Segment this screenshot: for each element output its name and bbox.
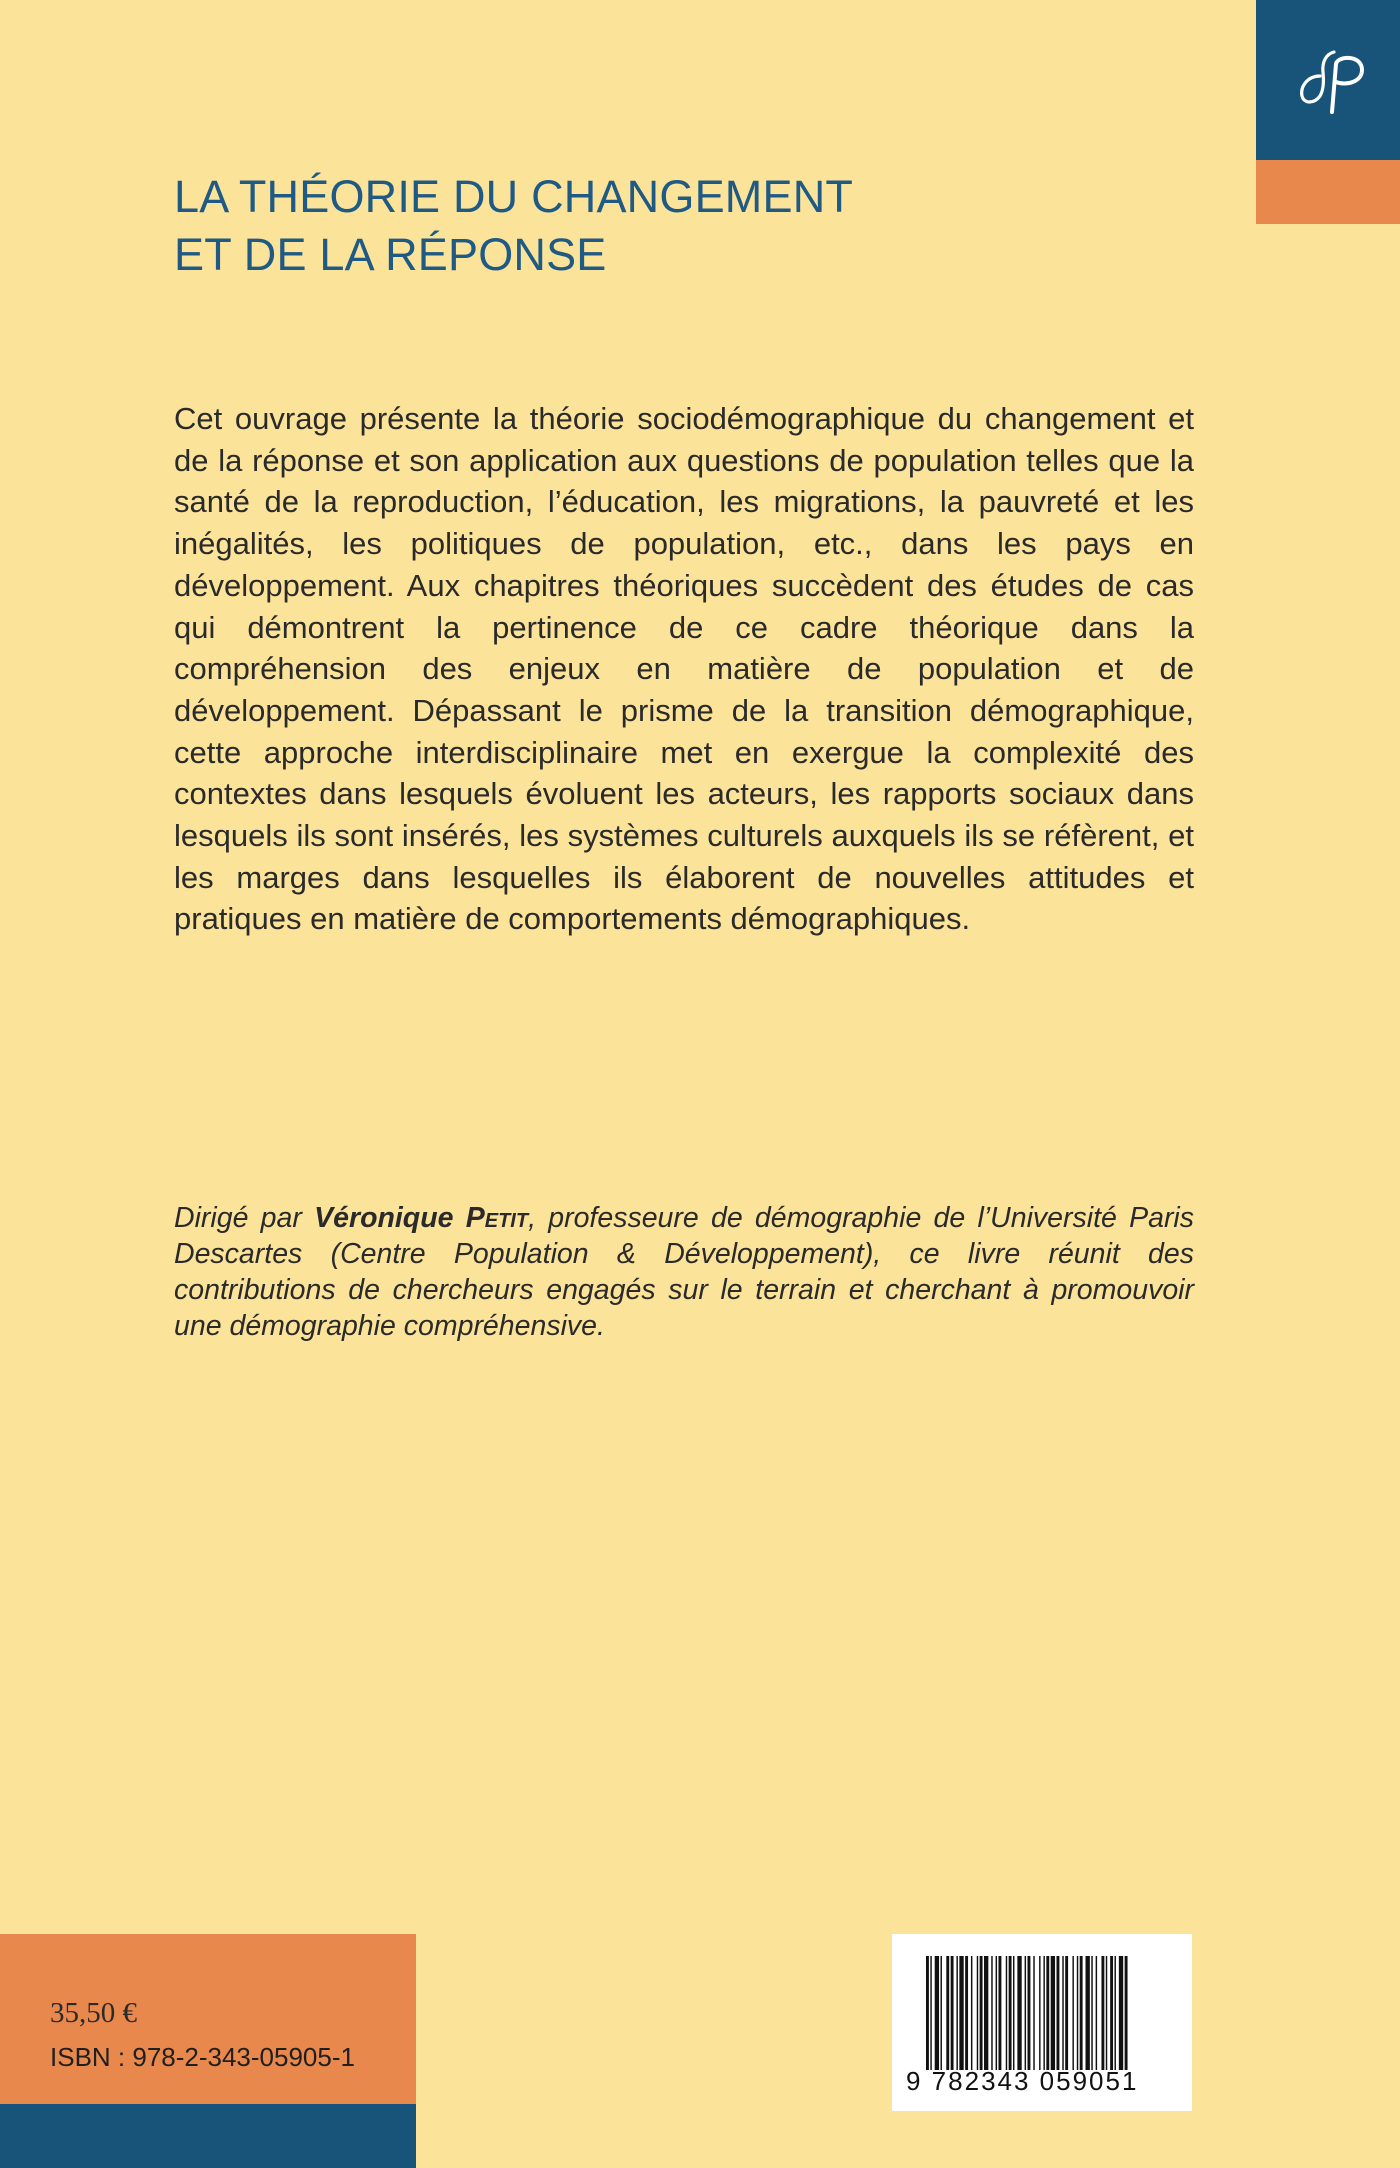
barcode-bar — [977, 1956, 978, 2070]
barcode-bar — [941, 1956, 942, 2070]
barcode-bars-icon — [926, 1956, 1170, 2070]
barcode-bar — [926, 1956, 929, 2070]
barcode-bar — [930, 1956, 931, 2070]
barcode-bar — [946, 1956, 949, 2070]
barcode-bar — [1051, 1956, 1055, 2070]
book-description: Cet ouvrage présente la théorie sociodémographique du changement et de la réponse et son application aux questions de population telles que la santé de la reproduction, l’éducation, les migrations, la pauvreté et les inégalités, les politiques de population, etc., dans les pays en développement. Aux chapitres théoriques succèdent des études de cas qui démontrent la pertinence de ce cadre théorique dans la compréhension des enjeux en matière de population et de développement. Dépassant le prisme de la transition démographique, cette approche interdisciplinaire met en exergue la complexité des contextes dans lesquels évoluent les acteurs, les rapports sociaux dans lesquels ils sont insérés, les systèmes culturels auxquels ils se réfèrent, et les marges dans lesquelles ils élaborent de nouvelles attitudes et pratiques en matière de comportements démographiques. — [174, 401, 1194, 937]
barcode-bar — [999, 1956, 1002, 2070]
editor-last-name: Petit — [465, 1202, 529, 1234]
barcode-bar — [1125, 1956, 1128, 2070]
barcode-digits: 9 782343 059051 — [906, 2066, 1139, 2096]
barcode-bar — [1046, 1956, 1049, 2070]
editor-first-name: Véronique — [314, 1202, 466, 1234]
barcode-bar — [1025, 1956, 1026, 2070]
barcode-bar — [991, 1956, 992, 2070]
barcode-bar — [1101, 1956, 1104, 2070]
editor-note — [174, 1200, 1194, 1344]
barcode-bar — [996, 1956, 997, 2070]
barcode-bar — [1017, 1956, 1021, 2070]
barcode-bar — [1065, 1956, 1068, 2070]
price: 35,50 € — [50, 1997, 137, 2029]
barcode-bar — [1006, 1956, 1007, 2070]
barcode-bar — [1057, 1956, 1060, 2070]
barcode-bar — [965, 1956, 968, 2070]
logo-accent-band — [1256, 160, 1400, 224]
barcode-bar — [1039, 1956, 1040, 2070]
barcode-bar — [1110, 1956, 1113, 2070]
barcode-bar — [1043, 1956, 1044, 2070]
barcode-bar — [1009, 1956, 1012, 2070]
editor-prefix: Dirigé par — [174, 1202, 315, 1234]
isbn: ISBN : 978-2-343-05905-1 — [50, 2042, 355, 2072]
publisher-logo — [1256, 0, 1400, 160]
barcode-bar — [980, 1956, 983, 2070]
barcode-bar — [1062, 1956, 1063, 2070]
editor-description: , professeure de démographie de l’Université Paris Descartes (Centre Population & Développement), ce livre réunit des contributions de chercheurs engagés sur le terrain et cherchant à promouvoir une démographie compréhensive. — [174, 1202, 1195, 1342]
book-title — [174, 168, 1174, 284]
barcode-bar — [956, 1956, 957, 2070]
book-title-line-1: LA THÉORIE DU CHANGEMENT — [174, 171, 854, 222]
barcode-bar — [1072, 1956, 1073, 2070]
barcode-bar — [1119, 1956, 1123, 2070]
barcode-bar — [1091, 1956, 1092, 2070]
barcode-bar — [1013, 1956, 1014, 2070]
barcode-bar — [951, 1956, 954, 2070]
barcode-bar — [1096, 1956, 1097, 2070]
price-band — [0, 2104, 416, 2168]
barcode-bar — [1086, 1956, 1090, 2070]
book-title-line-2: ET DE LA RÉPONSE — [174, 229, 607, 280]
barcode-bar — [984, 1956, 988, 2070]
barcode-bar — [935, 1956, 939, 2070]
barcode-bar — [971, 1956, 972, 2070]
barcode-bar — [1077, 1956, 1078, 2070]
barcode-bar — [1033, 1956, 1034, 2070]
barcode-bar — [1080, 1956, 1083, 2070]
publisher-logo-dp-icon — [1290, 42, 1372, 124]
barcode — [892, 1934, 1192, 2111]
barcode-bar — [959, 1956, 963, 2070]
barcode-bar — [1028, 1956, 1031, 2070]
barcode-bar — [1115, 1956, 1116, 2070]
barcode-bar — [1106, 1956, 1107, 2070]
